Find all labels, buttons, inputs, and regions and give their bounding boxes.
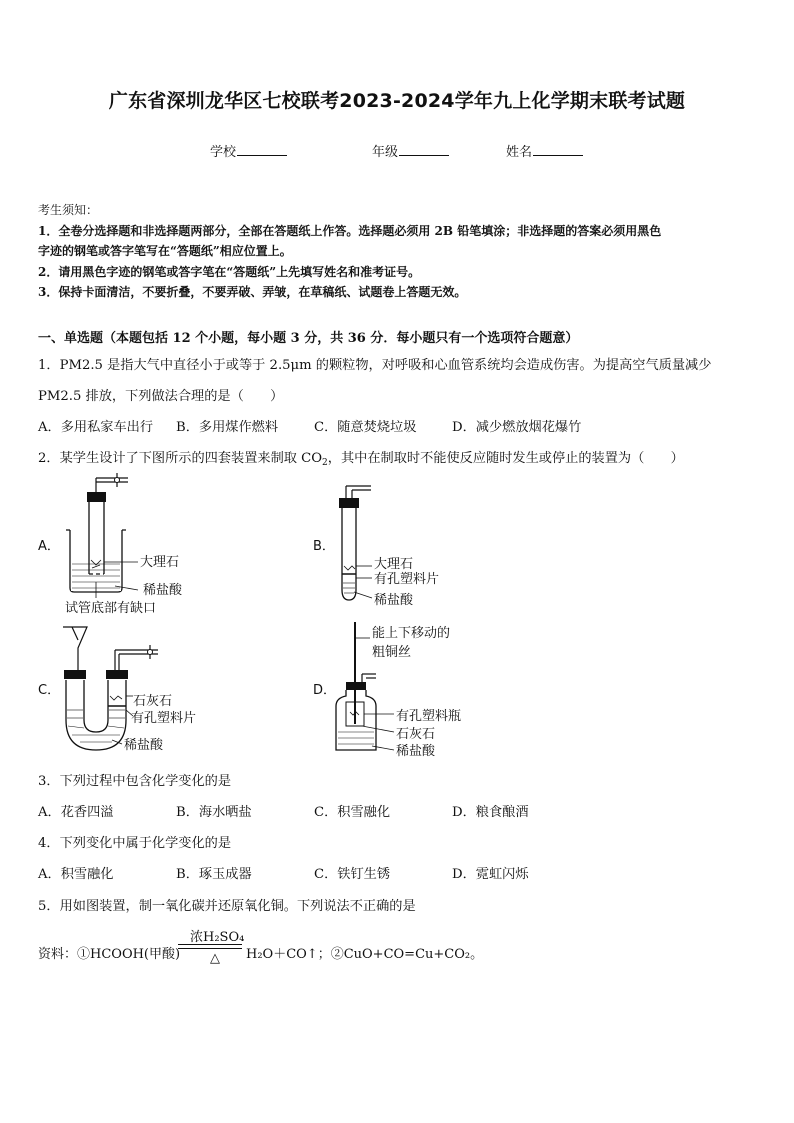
apparatus-d-label-limestone: 石灰石 (396, 727, 436, 742)
section-heading: 一、单选题（本题包括 12 个小题，每小题 3 分，共 36 分．每小题只有一个选项符合题意） (38, 331, 579, 346)
apparatus-c-label-plate: 有孔塑料片 (131, 711, 197, 726)
apparatus-d-label-wire-2: 粗铜丝 (372, 645, 412, 660)
school-blank (237, 143, 287, 156)
q3-option-d: D．粮食酿酒 (452, 805, 529, 820)
q1-option-c: C．随意焚烧垃圾 (314, 420, 417, 435)
apparatus-a (38, 473, 183, 616)
apparatus-d (313, 622, 461, 759)
notice-block (38, 200, 661, 303)
apparatus-b-label-acid: 稀盐酸 (374, 593, 414, 608)
q3-stem: 3．下列过程中包含化学变化的是 (38, 774, 232, 789)
q3-option-b: B．海水晒盐 (176, 805, 252, 820)
q3-option-c: C．积雪融化 (314, 805, 391, 820)
exam-title: 广东省深圳龙华区七校联考2023-2024学年九上化学期末联考试题 (108, 90, 686, 112)
name-label: 姓名 (506, 145, 533, 160)
notice-line-2: 2．请用黑色字迹的钢笔或答字笔在“答题纸”上先填写姓名和准考证号。 (38, 264, 421, 279)
q2-stem-sub: 2 (322, 458, 328, 468)
q5-ref-prefix: 资料：①HCOOH(甲酸) (38, 947, 181, 962)
apparatus-d-letter: D． (313, 683, 337, 698)
apparatus-c-letter: C． (38, 683, 61, 698)
q5-condition-top: 浓H₂SO₄ (190, 930, 245, 945)
q2-stem-pre: 2．某学生设计了下图所示的四套装置来制取 CO (38, 451, 323, 466)
apparatus-d-label-wire-1: 能上下移动的 (372, 626, 451, 641)
grade-field (372, 141, 449, 160)
q1-stem-line2: PM2.5 排放，下列做法合理的是（ ） (38, 389, 284, 404)
name-field (506, 141, 583, 160)
notice-line-3: 3．保持卡面清洁，不要折叠，不要弄破、弄皱，在草稿纸、试题卷上答题无效。 (38, 285, 467, 299)
apparatus-a-label-tube: 试管底部有缺口 (65, 601, 157, 616)
apparatus-d-label-bottle: 有孔塑料瓶 (396, 709, 462, 724)
apparatus-b-letter: B． (313, 539, 335, 554)
q1-option-b: B．多用煤作燃料 (176, 420, 279, 435)
q1-option-a: A．多用私家车出行 (38, 420, 154, 435)
q5-condition-bottom: △ (210, 951, 220, 966)
apparatus-a-letter: A． (38, 539, 60, 554)
q4-option-d: D．霓虹闪烁 (452, 867, 529, 882)
grade-label: 年级 (372, 145, 399, 160)
apparatus-b-label-plate: 有孔塑料片 (374, 572, 440, 587)
q2-stem-post: ，其中在制取时不能使反应随时发生或停止的装置为（ ） (327, 451, 684, 466)
q5-arrow-line-bottom (178, 948, 242, 949)
q4-option-b: B．琢玉成器 (176, 867, 252, 882)
apparatus-c-label-limestone: 石灰石 (133, 694, 173, 709)
notice-heading: 考生须知： (38, 203, 99, 217)
notice-line-1b: 字迹的钢笔或答字笔写在“答题纸”相应位置上。 (38, 244, 292, 258)
apparatus-c (38, 627, 196, 753)
q5-stem: 5．用如图装置，制一氧化碳并还原氧化铜。下列说法不正确的是 (38, 899, 416, 914)
school-label: 学校 (210, 145, 237, 160)
q3-option-a: A．花香四溢 (38, 805, 114, 820)
school-field (210, 141, 287, 160)
apparatus-b (313, 486, 439, 608)
notice-line-1a: 1．全卷分选择题和非选择题两部分，全部在答题纸上作答。选择题必须用 2B 铅笔填涂；非选择题的答案必须用黑色 (38, 223, 662, 238)
apparatus-a-label-acid: 稀盐酸 (143, 583, 183, 598)
q4-option-c: C．铁钉生锈 (314, 867, 391, 882)
q1-stem-line1: 1．PM2.5 是指大气中直径小于或等于 2.5μm 的颗粒物，对呼吸和心血管系统均会造成伤害。为提高空气质量减少 (38, 358, 712, 373)
q1-option-d: D．减少燃放烟花爆竹 (452, 420, 582, 435)
apparatus-c-label-acid: 稀盐酸 (124, 738, 164, 753)
apparatus-d-label-acid: 稀盐酸 (396, 744, 436, 759)
apparatus-b-label-marble: 大理石 (374, 557, 414, 572)
grade-blank (399, 143, 449, 156)
q5-arrow-line-top (178, 944, 242, 945)
q2-apparatus-figure (0, 470, 794, 770)
q2-stem (38, 447, 684, 468)
q4-option-a: A．积雪融化 (38, 867, 114, 882)
apparatus-a-label-marble: 大理石 (140, 555, 180, 570)
q5-ref-suffix: H₂O＋CO↑；②CuO+CO=Cu+CO₂。 (246, 947, 484, 962)
name-blank (533, 143, 583, 156)
q4-stem: 4．下列变化中属于化学变化的是 (38, 836, 232, 851)
